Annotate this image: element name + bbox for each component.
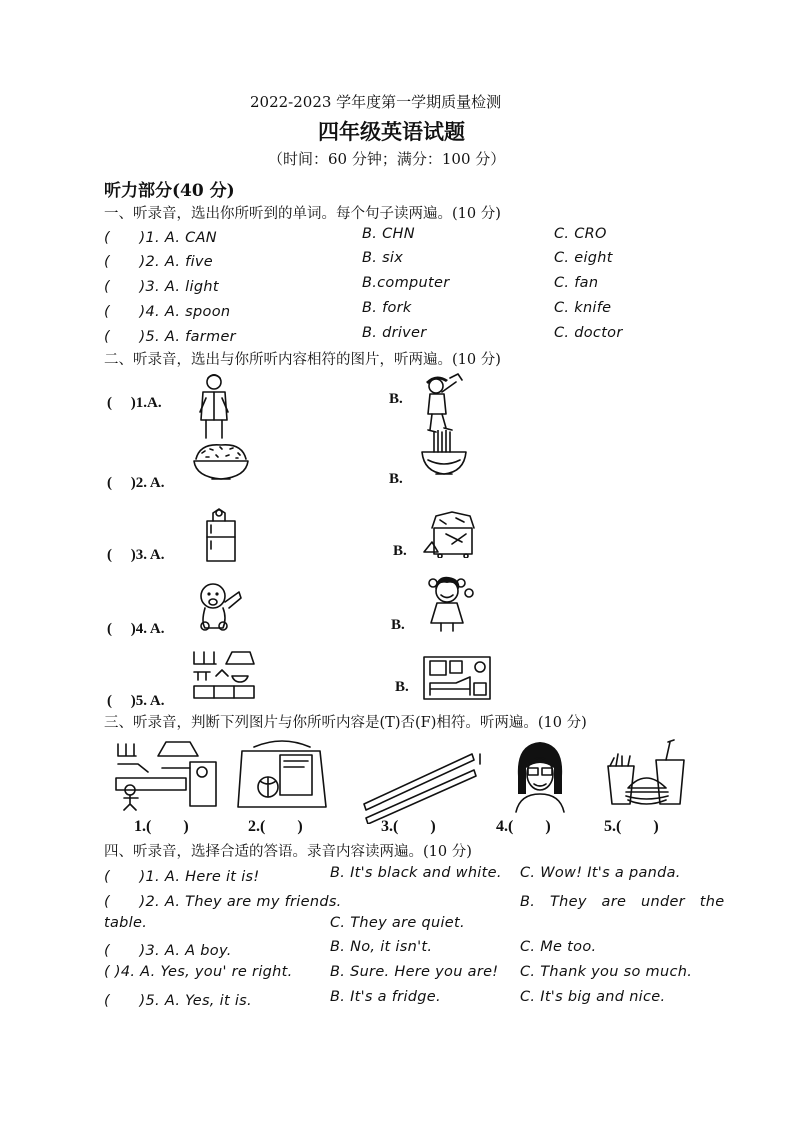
s3-item-1: 1.( )	[134, 818, 189, 835]
baby-boy-image	[195, 578, 245, 632]
s1-q3-b: B.computer	[362, 275, 450, 291]
s4-q1-a: ( )1. A. Here it is!	[104, 869, 260, 885]
s1-q5-a: ( )5. A. farmer	[104, 329, 236, 345]
s1-q1-b: B. CHN	[362, 226, 415, 242]
s3-item-5: 5.( )	[604, 818, 659, 835]
s1-q2-a: ( )2. A. five	[104, 254, 213, 270]
s4-q2-b: B. They are under the	[520, 894, 725, 910]
fast-food-picture	[606, 738, 690, 810]
section4-heading: 四、听录音，选择合适的答语。录音内容读两遍。(10 分)	[104, 844, 472, 860]
s4-q5-a: ( )5. A. Yes, it is.	[104, 993, 252, 1009]
s1-q2-b: B. six	[362, 250, 404, 266]
s1-q1-c: C. CRO	[554, 226, 607, 242]
s1-q2-c: C. eight	[554, 250, 613, 266]
s1-q3-c: C. fan	[554, 275, 599, 291]
s1-q1-a: ( )1. A. CAN	[104, 230, 217, 246]
s2-q1-b-label: B.	[389, 391, 403, 407]
s2-q5-b-label: B.	[395, 679, 409, 695]
s1-q4-a: ( )4. A. spoon	[104, 304, 231, 320]
kitchen-boy-picture	[114, 738, 220, 812]
section3-heading: 三、听录音，判断下列图片与你所听内容是(T)否(F)相符。听两遍。(10 分)	[104, 715, 587, 731]
s2-q4-a-label: ( )4. A.	[107, 621, 165, 637]
s2-q3-a-label: ( )3. A.	[107, 547, 165, 563]
s4-q1-b: B. It's black and white.	[330, 865, 502, 881]
time-info: （时间：60 分钟；满分：100 分）	[268, 150, 506, 168]
s4-q3-a: ( )3. A. A boy.	[104, 943, 232, 959]
exam-year-title: 2022-2023 学年度第一学期质量检测	[250, 93, 502, 111]
s4-q4-a: ( )4. A. Yes, you' re right.	[104, 964, 293, 980]
girl-with-glasses-picture	[510, 738, 570, 814]
s2-q2-b-label: B.	[389, 471, 403, 487]
s3-item-4: 4.( )	[496, 818, 551, 835]
s4-q2-b-cont: table.	[104, 915, 148, 931]
s4-q3-b: B. No, it isn't.	[330, 939, 433, 955]
doctor-figure-image	[194, 372, 234, 442]
s1-q4-b: B. fork	[362, 300, 412, 316]
s4-q4-c: C. Thank you so much.	[520, 964, 693, 980]
s4-q5-b: B. It's a fridge.	[330, 989, 441, 1005]
fridge-image	[203, 505, 239, 565]
s2-q5-a-label: ( )5. A.	[107, 693, 165, 709]
paper-title: 四年级英语试题	[318, 119, 465, 144]
s2-q4-b-label: B.	[391, 617, 405, 633]
bedroom-image	[422, 655, 492, 701]
s2-q3-b-label: B.	[393, 543, 407, 559]
s4-q3-c: C. Me too.	[520, 939, 597, 955]
section2-heading: 二、听录音，选出与你所听内容相符的图片，听两遍。(10 分)	[104, 352, 501, 368]
s2-q1-a-label: ( )1.A.	[107, 395, 162, 411]
s2-q2-a-label: ( )2. A.	[107, 475, 165, 491]
s4-q1-c: C. Wow! It's a panda.	[520, 865, 681, 881]
section1-heading: 一、听录音，选出你所听到的单词。每个句子读两遍。(10 分)	[104, 206, 501, 222]
s4-q4-b: B. Sure. Here you are!	[330, 964, 499, 980]
s4-q2-a: ( )2. A. They are my friends.	[104, 894, 342, 910]
toy-box-image	[422, 508, 480, 558]
s3-item-2: 2.( )	[248, 818, 303, 835]
girl-doll-image	[423, 573, 477, 633]
farmer-figure-image	[420, 372, 466, 438]
part-title: 听力部分(40 分)	[104, 181, 235, 201]
s4-q5-c: C. It's big and nice.	[520, 989, 666, 1005]
s1-q4-c: C. knife	[554, 300, 612, 316]
schoolbag-picture	[234, 737, 330, 813]
s4-q2-c: C. They are quiet.	[330, 915, 465, 931]
s1-q5-b: B. driver	[362, 325, 427, 341]
s3-item-3: 3.( )	[381, 818, 436, 835]
s1-q5-c: C. doctor	[554, 325, 623, 341]
kitchen-image	[192, 650, 256, 702]
rice-bowl-image	[192, 437, 250, 483]
s1-q3-a: ( )3. A. light	[104, 279, 219, 295]
noodles-bowl-image	[420, 430, 468, 480]
